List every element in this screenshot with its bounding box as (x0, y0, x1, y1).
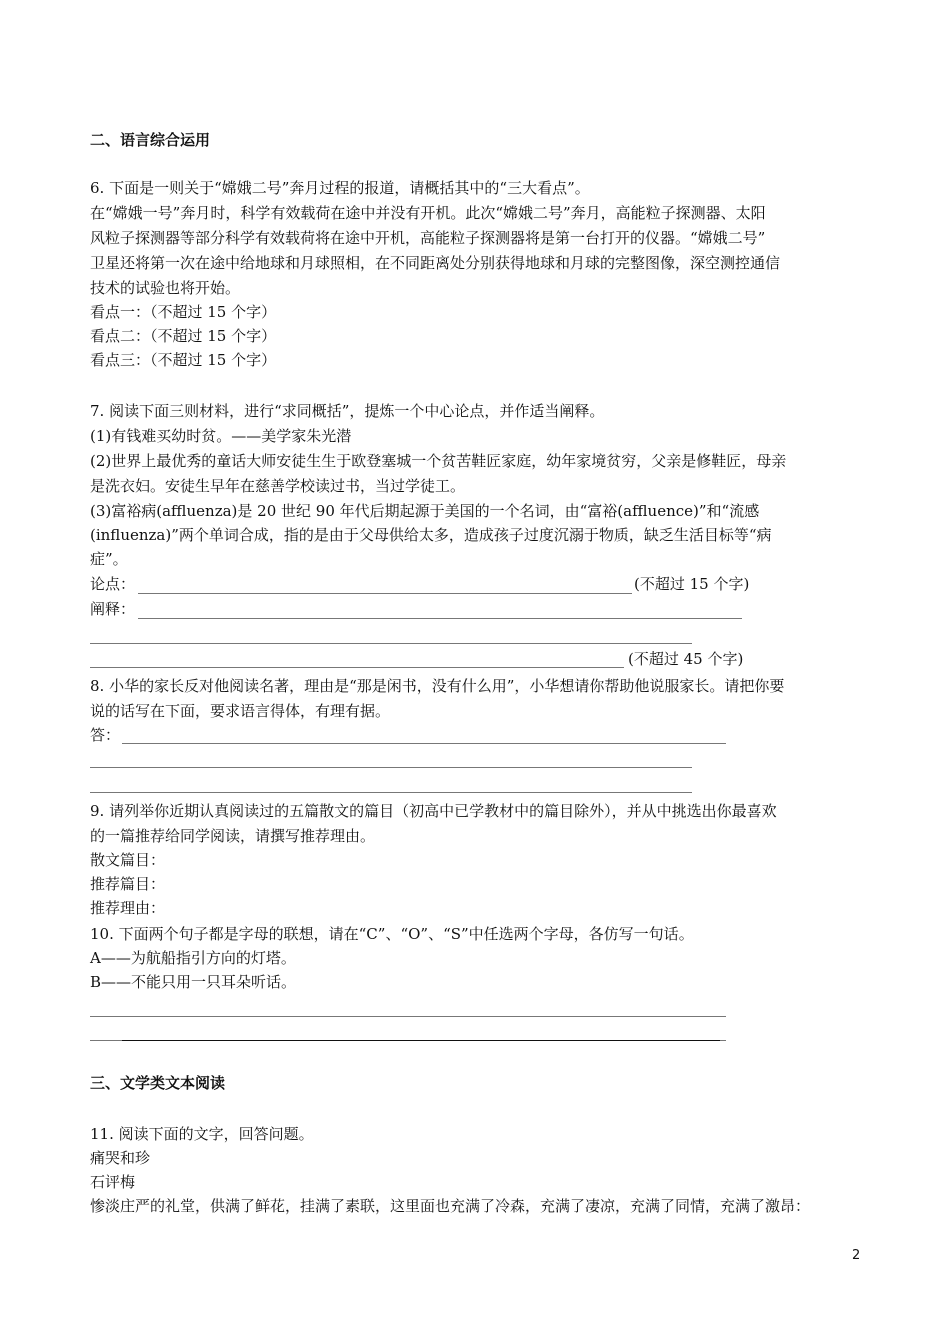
recommend-reason-field: 推荐理由： (90, 899, 166, 917)
recommended-title-field: 推荐篇目： (90, 875, 166, 893)
q8-answer-line[interactable] (90, 792, 692, 793)
question-8-prompt: 8. 小华的家长反对他阅读名著，理由是“那是闲书，没有什么用”，小华想请你帮助他说服家长。请把你要 (90, 677, 785, 695)
q6-passage-line: 卫星还将第一次在途中给地球和月球照相，在不同距离处分别获得地球和月球的完整图像，深空测控通信 (90, 254, 781, 272)
article-title: 痛哭和珍 (90, 1149, 151, 1167)
q6-passage-line: 在“嫦娥一号”奔月时，科学有效载荷在途中并没有开机。此次“嫦娥二号”奔月，高能粒子探测器、太阳 (90, 204, 766, 222)
section-heading: 三、文学类文本阅读 (90, 1074, 226, 1092)
question-7-prompt: 7. 阅读下面三则材料，进行“求同概括”，提炼一个中心论点，并作适当阐释。 (90, 402, 605, 420)
q10-example-a: A——为航船指引方向的灯塔。 (90, 949, 296, 967)
question-6-prompt: 6. 下面是一则关于“嫦娥二号”奔月过程的报道，请概括其中的“三大看点”。 (90, 179, 590, 197)
q8-answer-line[interactable] (90, 767, 692, 768)
article-first-line: 惨淡庄严的礼堂，供满了鲜花，挂满了素联，这里面也充满了冷森，充满了凄凉，充满了同情，充满了激昂： (90, 1197, 811, 1215)
q7-material-line: 是洗衣妇。安徒生早年在慈善学校读过书，当过学徒工。 (90, 477, 466, 495)
explanation-answer-line[interactable] (90, 643, 692, 644)
q10-answer-line-overlay (122, 1040, 720, 1041)
q6-answer-1: 看点一：（不超过 15 个字） (90, 303, 277, 321)
q10-answer-line[interactable] (90, 1016, 726, 1017)
q7-material-line: 症”。 (90, 550, 128, 568)
q8-answer-line[interactable] (122, 743, 726, 744)
q10-example-b: B——不能只用一只耳朵听话。 (90, 973, 297, 991)
answer-label: 答： (90, 726, 121, 744)
explanation-limit-note: (不超过 45 个字) (628, 650, 744, 668)
explanation-answer-line[interactable] (138, 618, 742, 619)
explanation-label: 阐释： (90, 600, 136, 618)
question-10-prompt: 10. 下面两个句子都是字母的联想，请在“C”、“O”、“S”中任选两个字母，各仿写一句话。 (90, 925, 694, 943)
thesis-label: 论点： (90, 575, 136, 593)
question-9-prompt-cont: 的一篇推荐给同学阅读，请撰写推荐理由。 (90, 827, 376, 845)
q7-material-line: (2)世界上最优秀的童话大师安徒生生于欧登塞城一个贫苦鞋匠家庭，幼年家境贫穷，父亲是修鞋匠，母亲 (90, 452, 787, 470)
q6-passage-line: 技术的试验也将开始。 (90, 279, 241, 297)
question-9-prompt: 9. 请列举你近期认真阅读过的五篇散文的篇目（初高中已学教材中的篇目除外），并从中挑选出你最喜欢 (90, 802, 777, 820)
thesis-answer-line[interactable] (138, 593, 632, 594)
page-number: 2 (852, 1248, 861, 1263)
q6-passage-line: 风粒子探测器等部分科学有效载荷将在途中开机，高能粒子探测器将是第一台打开的仪器。“嫦娥二号” (90, 229, 766, 247)
explanation-answer-line[interactable] (90, 667, 624, 668)
q6-answer-3: 看点三：（不超过 15 个字） (90, 351, 277, 369)
question-11-prompt: 11. 阅读下面的文字，回答问题。 (90, 1125, 314, 1143)
q7-material-line: (influenza)”两个单词合成，指的是由于父母供给太多，造成孩子过度沉溺于物质，缺乏生活目标等“病 (90, 526, 772, 544)
article-author: 石评梅 (90, 1173, 136, 1191)
q7-material-line: (1)有钱难买幼时贫。——美学家朱光潜 (90, 427, 352, 445)
thesis-limit-note: (不超过 15 个字) (634, 575, 750, 593)
question-8-prompt-cont: 说的话写在下面，要求语言得体，有理有据。 (90, 702, 391, 720)
q7-material-line: (3)富裕病(affluenza)是 20 世纪 90 年代后期起源于美国的一个名词，由“富裕(affluence)”和“流感 (90, 502, 760, 520)
section-heading: 二、语言综合运用 (90, 131, 211, 149)
essay-titles-field: 散文篇目： (90, 851, 166, 869)
q6-answer-2: 看点二：（不超过 15 个字） (90, 327, 277, 345)
